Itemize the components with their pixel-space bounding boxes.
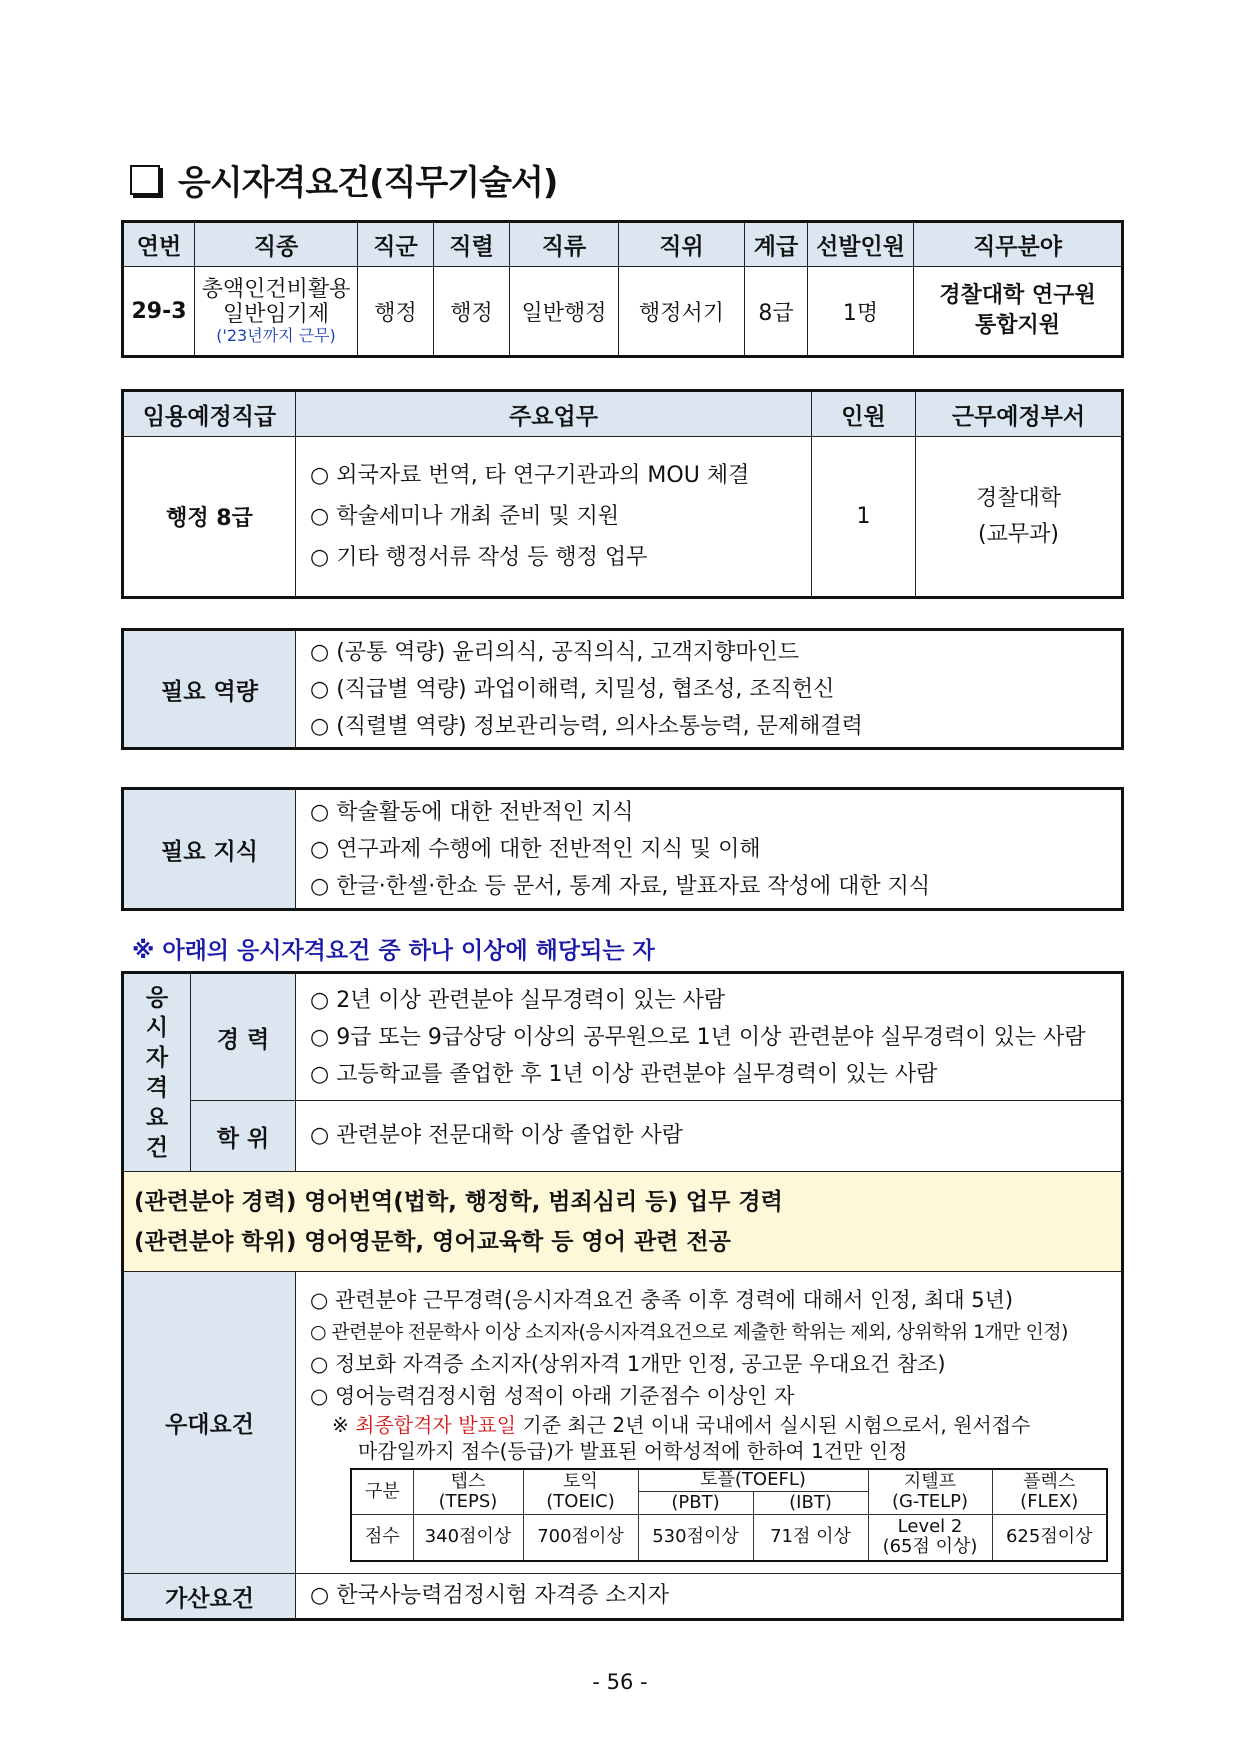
header-type: 직종 [195, 222, 358, 267]
list-item: ○ 9급 또는 9급상당 이상의 공무원으로 1년 이상 관련분야 실무경력이 있는 사람 [310, 1024, 1086, 1050]
cell-group: 행정 [358, 267, 434, 357]
list-item: ○ (직렬별 역량) 정보관리능력, 의사소통능력, 문제해결력 [310, 713, 863, 739]
position-info-table [121, 220, 1124, 358]
list-item: ○ (공통 역량) 윤리의식, 공직의식, 고객지향마인드 [310, 639, 800, 665]
related-career: (관련분야 경력) 영어번역(법학, 행정학, 범죄심리 등) 업무 경력 [134, 1188, 783, 1215]
list-item: ○ 관련분야 근무경력(응시자격요건 충족 이후 경력에 대해서 인정, 최대 5년) [310, 1287, 1014, 1312]
list-item: ○ 기타 행정서류 작성 등 행정 업무 [310, 545, 648, 570]
related-field-box [123, 1172, 1123, 1272]
cell-dept: 경찰대학 (교무과) [916, 437, 1123, 598]
header-series: 직렬 [434, 222, 510, 267]
score-row-label: 점수 [351, 1515, 413, 1561]
list-item: ○ 한글·한셀·한쇼 등 문서, 통계 자료, 발표자료 작성에 대한 지식 [310, 873, 931, 899]
page-title [130, 155, 557, 204]
toeic-score: 700점이상 [523, 1515, 638, 1561]
cell-series: 행정 [434, 267, 510, 357]
cell-grade: 8급 [745, 267, 808, 357]
cell-count: 1명 [808, 267, 914, 357]
list-item: ○ 고등학교를 졸업한 후 1년 이상 관련분야 실무경력이 있는 사람 [310, 1061, 938, 1087]
page-number: - 56 - [592, 1670, 648, 1694]
page-title-text: 응시자격요건(직무기술서) [178, 163, 558, 203]
preference-content [296, 1272, 1123, 1574]
competency-list [296, 630, 1123, 749]
toeic-header: 토익 (TOEIC) [523, 1469, 638, 1515]
list-item: ○ 관련분야 전문대학 이상 졸업한 사람 [310, 1123, 683, 1148]
ibt-score: 71점 이상 [753, 1515, 868, 1561]
teps-score: 340점이상 [413, 1515, 523, 1561]
checkbox-icon [130, 165, 160, 195]
cell-headcount: 1 [812, 437, 916, 598]
header-rank: 임용예정직급 [123, 391, 296, 437]
list-item: ○ 학술활동에 대한 전반적인 지식 [310, 799, 634, 825]
list-item: ○ 영어능력검정시험 성적이 아래 기준점수 이상인 자 [310, 1383, 795, 1408]
gtelp-header: 지텔프 (G-TELP) [868, 1469, 992, 1515]
cell-no: 29-3 [123, 267, 195, 357]
duties-list [296, 437, 812, 598]
header-position: 직위 [619, 222, 745, 267]
cell-class: 일반행정 [510, 267, 619, 357]
cell-rank: 행정 8급 [123, 437, 296, 598]
knowledge-table [121, 787, 1124, 911]
header-group: 직군 [358, 222, 434, 267]
list-item: ○ 2년 이상 관련분야 실무경력이 있는 사람 [310, 987, 726, 1013]
pbt-header: (PBT) [638, 1492, 753, 1515]
degree-list [296, 1101, 1123, 1172]
header-no: 연번 [123, 222, 195, 267]
score-col-label: 구분 [351, 1469, 413, 1515]
eligibility-note: ※ 아래의 응시자격요건 중 하나 이상에 해당되는 자 [132, 938, 655, 964]
preference-note: ※ 최종합격자 발표일 기준 최근 2년 이내 국내에서 실시된 시험으로서, 원서접수 마감일까지 점수(등급)가 발표된 어학성적에 한하여 1건만 인정 [332, 1412, 1031, 1463]
flex-header: 플렉스 (FLEX) [992, 1469, 1107, 1515]
cell-type: 총액인건비활용 일반임기제 ('23년까지 근무) [195, 267, 358, 357]
competency-table [121, 628, 1124, 750]
header-count: 선발인원 [808, 222, 914, 267]
list-item: ○ 학술세미나 개최 준비 및 지원 [310, 504, 620, 529]
gtelp-score: Level 2 (65점 이상) [868, 1515, 992, 1561]
preference-label: 우대요건 [123, 1272, 296, 1574]
header-dept: 근무예정부서 [916, 391, 1123, 437]
career-list [296, 973, 1123, 1101]
header-duties: 주요업무 [296, 391, 812, 437]
cell-position: 행정서기 [619, 267, 745, 357]
eligibility-table [121, 971, 1124, 1621]
competency-label: 필요 역량 [123, 630, 296, 749]
language-score-table [350, 1468, 1108, 1562]
list-item: ○ (직급별 역량) 과업이해력, 치밀성, 협조성, 조직헌신 [310, 676, 835, 702]
cell-field: 경찰대학 연구원 통합지원 [914, 267, 1123, 357]
bonus-item: ○ 한국사능력검정시험 자격증 소지자 [296, 1574, 1123, 1620]
teps-header: 텝스 (TEPS) [413, 1469, 523, 1515]
pbt-score: 530점이상 [638, 1515, 753, 1561]
header-field: 직무분야 [914, 222, 1123, 267]
list-item: ○ 관련분야 전문학사 이상 소지자(응시자격요건으로 제출한 학위는 제외, 상위학위 1개만 인정) [310, 1320, 1068, 1343]
knowledge-list [296, 789, 1123, 910]
ibt-header: (IBT) [753, 1492, 868, 1515]
degree-label: 학 위 [191, 1101, 296, 1172]
duty-table [121, 389, 1124, 599]
header-class: 직류 [510, 222, 619, 267]
career-label: 경 력 [191, 973, 296, 1101]
related-degree: (관련분야 학위) 영어영문학, 영어교육학 등 영어 관련 전공 [134, 1228, 731, 1255]
flex-score: 625점이상 [992, 1515, 1107, 1561]
list-item: ○ 정보화 자격증 소지자(상위자격 1개만 인정, 공고문 우대요건 참조) [310, 1351, 946, 1376]
header-grade: 계급 [745, 222, 808, 267]
knowledge-label: 필요 지식 [123, 789, 296, 910]
toefl-header: 토플(TOEFL) [638, 1469, 868, 1492]
bonus-label: 가산요건 [123, 1574, 296, 1620]
eligibility-side-label: 응 시 자 격 요 건 [123, 973, 191, 1172]
list-item: ○ 외국자료 번역, 타 연구기관과의 MOU 체결 [310, 463, 750, 488]
header-headcount: 인원 [812, 391, 916, 437]
list-item: ○ 연구과제 수행에 대한 전반적인 지식 및 이해 [310, 836, 761, 862]
